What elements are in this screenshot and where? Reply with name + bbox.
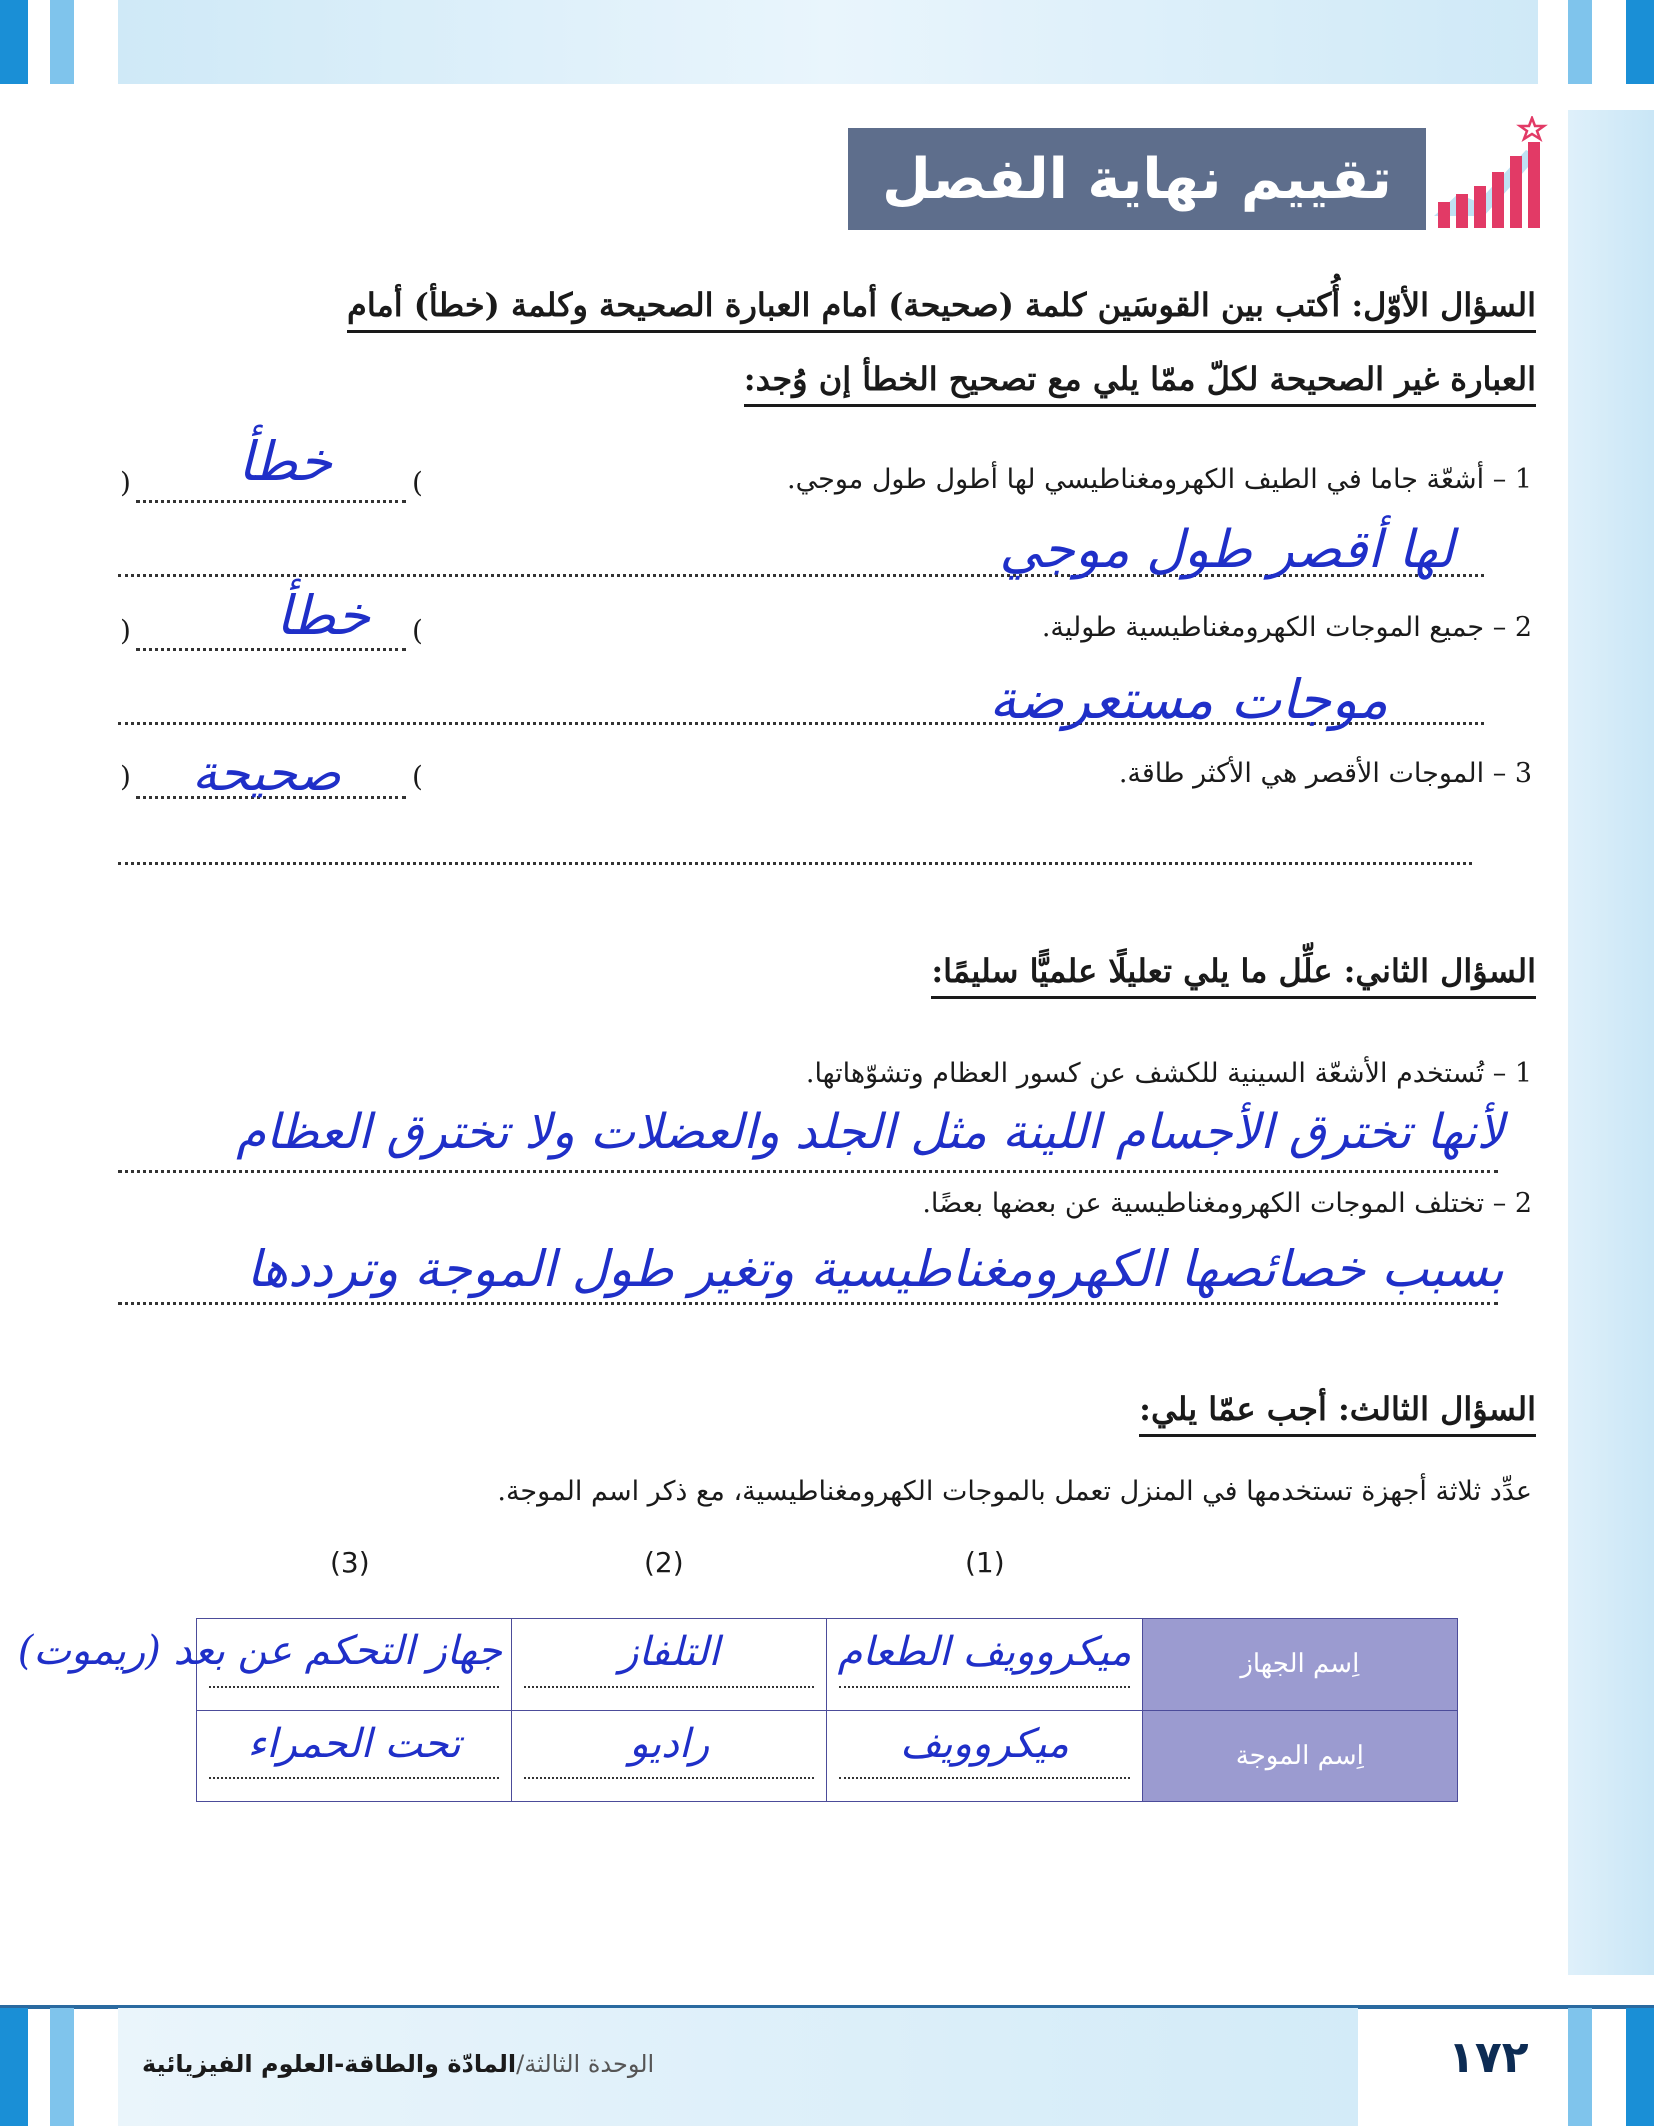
q1-item-2-text: جميع الموجات الكهرومغناطيسية طولية. [1041,612,1485,643]
q1-item-3: 3 – الموجات الأقصر هي الأكثر طاقة. [1118,758,1532,789]
q2-item-2-answer-line[interactable] [118,1302,1498,1305]
q1-item-3-correction-line[interactable] [118,862,1472,865]
wave-2-answer: راديو [629,1720,710,1767]
q2-item-1-answer: لأنها تخترق الأجسام اللينة مثل الجلد والعضلات ولا تخترق العظام [236,1104,1504,1160]
table-column-number-1: (1) [965,1546,1005,1579]
device-2-answer: التلفاز [619,1629,720,1675]
q3-heading: السؤال الثالث: أجب عمّا يلي: [1139,1390,1536,1437]
table-row-wave [197,1710,1458,1802]
q1-item-3-number: 3 [1514,758,1532,789]
q2-item-2-answer: بسبب خصائصها الكهرومغناطيسية وتغير طول الموجة وترددها [246,1240,1504,1298]
q1-item-1-paren-close: ) [120,466,131,499]
q2-item-1-number: 1 [1514,1058,1532,1089]
q1-item-3-paren-close: ) [120,760,131,793]
q1-item-2-number: 2 [1514,612,1532,643]
wave-cell-1[interactable] [827,1710,1142,1802]
rising-chart-icon [1428,116,1548,234]
q1-item-3-paren-open: ( [412,760,423,793]
right-side-rail [1568,110,1654,1975]
q1-item-1-number: 1 [1514,464,1532,495]
q1-heading-line2: العبارة غير الصحيحة لكلّ ممّا يلي مع تصحيح الخطأ إن وُجد: [744,360,1536,407]
page-number: ١٧٢ [1448,2032,1529,2083]
q1-heading-line1: السؤال الأوّل: أُكتب بين القوسَين كلمة (صحيحة) أمام العبارة الصحيحة وكلمة (خطأ) أمام [347,286,1536,333]
table-column-number-3: (3) [330,1546,370,1579]
q1-item-1-correction: لها أقصر طول موجي [999,520,1454,580]
device-cell-1[interactable] [827,1619,1142,1711]
table-column-number-2: (2) [644,1546,684,1579]
q2-item-1: 1 – تُستخدم الأشعّة السينية للكشف عن كسور العظام وتشوّهاتها. [805,1058,1532,1089]
q1-item-3-answer: صحيحة [192,744,341,802]
q1-item-1-answer-line[interactable] [136,500,406,503]
q2-item-2: 2 – تختلف الموجات الكهرومغناطيسية عن بعضها بعضًا. [922,1188,1532,1219]
q1-item-1-text: أشعّة جاما في الطيف الكهرومغناطيسي لها أطول طول موجي. [787,464,1485,495]
top-decor-strip [0,0,1654,84]
q3-prompt: عدِّد ثلاثة أجهزة تستخدمها في المنزل تعمل بالموجات الكهرومغناطيسية، مع ذكر اسم الموجة. [497,1476,1532,1507]
q1-item-1-answer: خطأ [238,430,333,493]
device-3-answer: جهاز التحكم عن بعد (ريموت) [17,1628,502,1674]
row-label-device: اِسم الجهاز [1142,1619,1457,1711]
wave-3-answer: تحت الحمراء [247,1720,461,1767]
row-label-wave: اِسم الموجة [1142,1710,1457,1802]
device-cell-2[interactable] [512,1619,827,1711]
q1-item-2-paren-close: ) [120,614,131,647]
wave-1-answer: ميكروويف [900,1720,1069,1767]
q1-item-3-text: الموجات الأقصر هي الأكثر طاقة. [1118,758,1485,789]
footer-unit-prefix: الوحدة الثالثة/ [516,2050,655,2078]
q1-item-1-paren-open: ( [412,466,423,499]
footer-unit [142,2050,654,2078]
q1-item-2-answer: خطأ [276,584,371,647]
q2-item-2-number: 2 [1514,1188,1532,1219]
q2-item-1-answer-line[interactable] [118,1170,1498,1173]
q1-item-2: 2 – جميع الموجات الكهرومغناطيسية طولية. [1041,612,1532,643]
q1-item-2-correction: موجات مستعرضة [989,668,1388,731]
footer-unit-title: المادّة والطاقة-العلوم الفيزيائية [142,2050,517,2078]
page-title-banner [848,128,1426,230]
q2-item-1-text: تُستخدم الأشعّة السينية للكشف عن كسور العظام وتشوّهاتها. [805,1058,1485,1089]
q2-item-2-text: تختلف الموجات الكهرومغناطيسية عن بعضها بعضًا. [922,1188,1485,1219]
device-1-answer: ميكروويف الطعام [837,1629,1132,1675]
q2-heading: السؤال الثاني: علِّل ما يلي تعليلًا علميًّا سليمًا: [931,952,1536,999]
page-title: تقييم نهاية الفصل [882,146,1392,212]
q1-item-2-answer-line[interactable] [136,648,406,651]
wave-cell-2[interactable] [512,1710,827,1802]
wave-cell-3[interactable] [197,1710,512,1802]
q1-item-1: 1 – أشعّة جاما في الطيف الكهرومغناطيسي لها أطول طول موجي. [787,464,1532,495]
q1-item-2-paren-open: ( [412,614,423,647]
